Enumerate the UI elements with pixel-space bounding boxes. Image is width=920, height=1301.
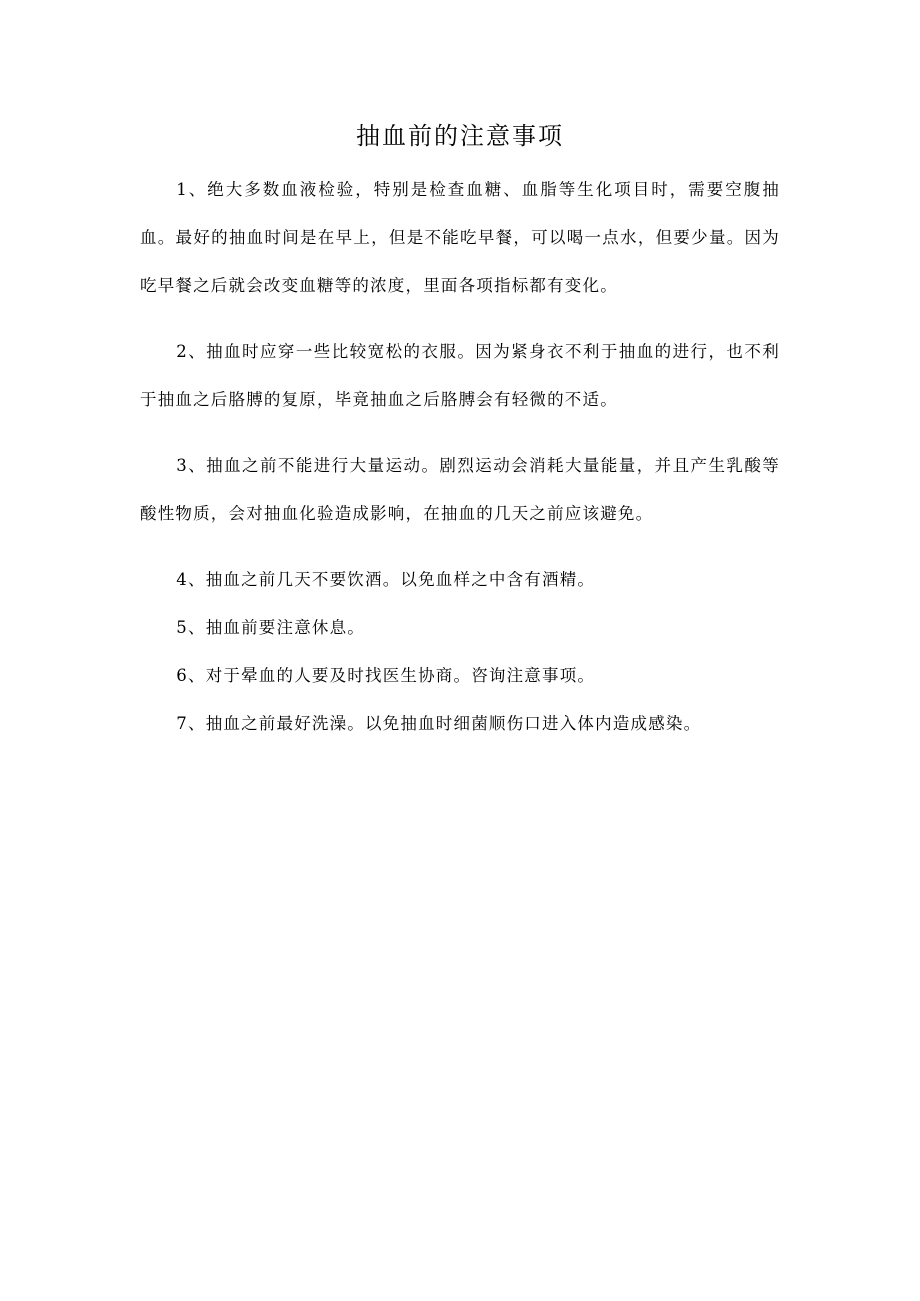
list-item: 6、对于晕血的人要及时找医生协商。咨询注意事项。 bbox=[176, 666, 596, 685]
list-item: 5、抽血前要注意休息。 bbox=[176, 618, 365, 637]
list-item: 2、抽血时应穿一些比较宽松的衣服。因为紧身衣不利于抽血的进行，也不利于抽血之后胳膊的复原，毕竟抽血之后胳膊会有轻微的不适。 bbox=[140, 342, 780, 409]
document-title: 抽血前的注意事项 bbox=[356, 122, 564, 150]
document-body bbox=[140, 166, 780, 748]
list-item: 3、抽血之前不能进行大量运动。剧烈运动会消耗大量能量，并且产生乳酸等酸性物质，会对抽血化验造成影响，在抽血的几天之前应该避免。 bbox=[140, 456, 780, 523]
list-item: 7、抽血之前最好洗澡。以免抽血时细菌顺伤口进入体内造成感染。 bbox=[176, 714, 702, 733]
list-item: 1、绝大多数血液检验，特别是检查血糖、血脂等生化项目时，需要空腹抽血。最好的抽血时间是在早上，但是不能吃早餐，可以喝一点水，但要少量。因为吃早餐之后就会改变血糖等的浓度，里面各项指标都有变化。 bbox=[140, 180, 780, 295]
list-item: 4、抽血之前几天不要饮酒。以免血样之中含有酒精。 bbox=[176, 570, 596, 589]
